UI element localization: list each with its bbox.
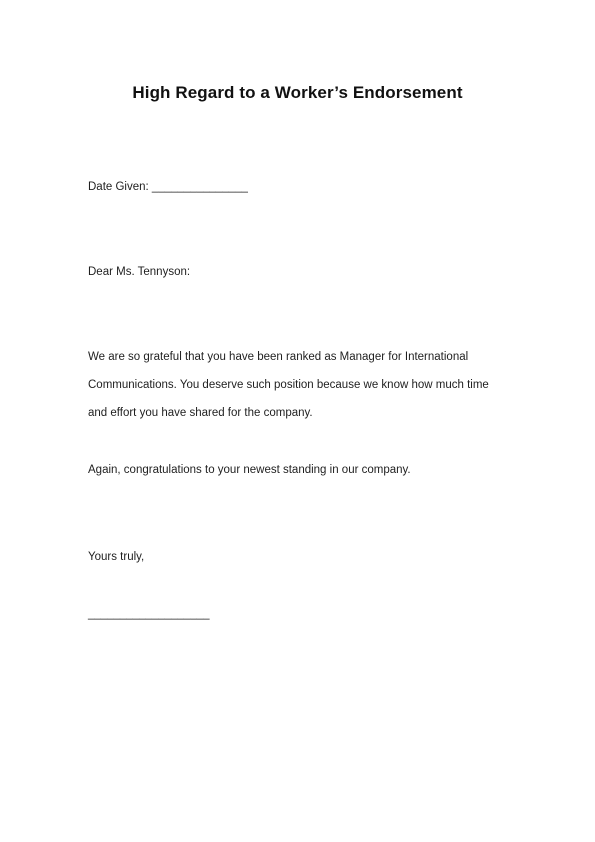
body-paragraph-1-line-2: Communications. You deserve such position because we know how much time <box>88 379 489 391</box>
document-title: High Regard to a Worker’s Endorsement <box>132 83 463 102</box>
signature-line: ___________________ <box>88 608 210 620</box>
body-paragraph-1-line-3: and effort you have shared for the company. <box>88 407 313 419</box>
date-given-line: Date Given: _______________ <box>88 181 248 193</box>
closing: Yours truly, <box>88 551 145 563</box>
salutation: Dear Ms. Tennyson: <box>88 266 191 278</box>
body-paragraph-1-line-1: We are so grateful that you have been ranked as Manager for International <box>88 351 469 363</box>
body-paragraph-2: Again, congratulations to your newest standing in our company. <box>88 464 411 476</box>
